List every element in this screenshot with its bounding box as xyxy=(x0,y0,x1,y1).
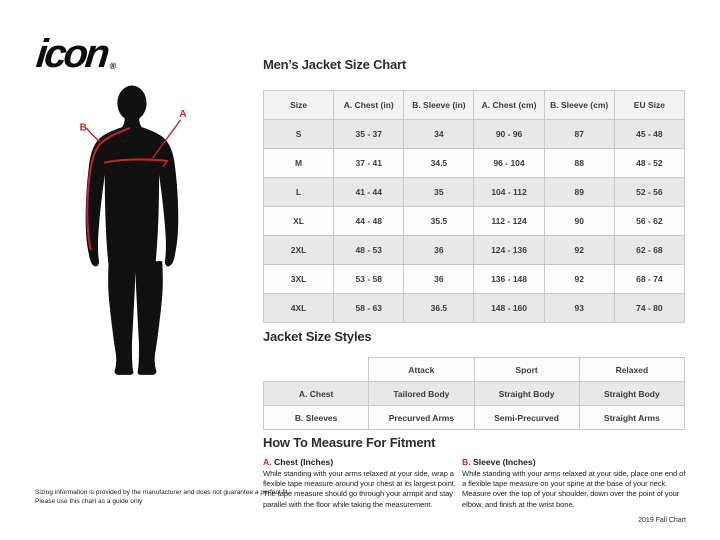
table-row xyxy=(264,406,685,430)
sleeve-instructions xyxy=(462,457,688,510)
table-cell: 74 - 80 xyxy=(614,294,684,323)
column-header: B. Sleeve (in) xyxy=(404,91,474,120)
table-row xyxy=(264,294,685,323)
table-cell: 90 - 96 xyxy=(474,120,544,149)
table-cell: A. Chest xyxy=(264,382,369,406)
table-cell: B. Sleeves xyxy=(264,406,369,430)
table-cell: 37 - 41 xyxy=(334,149,404,178)
header-row xyxy=(264,358,685,382)
table-cell: 35 xyxy=(404,178,474,207)
silhouette-body xyxy=(86,115,179,268)
table-cell: 35.5 xyxy=(404,207,474,236)
table-cell: 68 - 74 xyxy=(614,265,684,294)
table-cell: 112 - 124 xyxy=(474,207,544,236)
chest-instructions xyxy=(263,457,459,510)
column-header: Relaxed xyxy=(579,358,684,382)
table-row xyxy=(264,236,685,265)
measurement-figure xyxy=(74,84,206,386)
chest-instructions-heading xyxy=(263,457,459,467)
chest-heading-text: Chest (Inches) xyxy=(273,457,334,467)
chest-instructions-body: While standing with your arms relaxed at your side, wrap a flexible tape measure around your chest at its largest point. The tape measure should go through your armpit and stay parallel with the floor while taking the measurement. xyxy=(263,469,456,509)
table-cell: 58 - 63 xyxy=(334,294,404,323)
table-cell: 34 xyxy=(404,120,474,149)
table-cell: 34.5 xyxy=(404,149,474,178)
table-cell: 136 - 148 xyxy=(474,265,544,294)
table-cell: 2XL xyxy=(264,236,334,265)
size-chart-title: Men’s Jacket Size Chart xyxy=(263,57,407,72)
header-row xyxy=(264,91,685,120)
table-cell: 89 xyxy=(544,178,614,207)
table-cell: Straight Body xyxy=(579,382,684,406)
table-cell: L xyxy=(264,178,334,207)
column-header: A. Chest (in) xyxy=(334,91,404,120)
blank-header xyxy=(264,358,369,382)
table-cell: 88 xyxy=(544,149,614,178)
chart-version: 2019 Fall Chart xyxy=(638,517,686,524)
chest-prefix: A. xyxy=(263,457,272,467)
label-b-pointer-line xyxy=(87,128,100,141)
silhouette-legs xyxy=(108,261,163,375)
table-cell: Semi-Precurved xyxy=(474,406,579,430)
table-cell: 36.5 xyxy=(404,294,474,323)
table-row xyxy=(264,382,685,406)
chest-label-a: A xyxy=(179,109,187,121)
measure-section-title: How To Measure For Fitment xyxy=(263,435,436,450)
sleeve-instructions-heading xyxy=(462,457,688,467)
table-cell: 90 xyxy=(544,207,614,236)
table-cell: 104 - 112 xyxy=(474,178,544,207)
registered-mark-icon: ® xyxy=(108,61,117,71)
table-cell: 41 - 44 xyxy=(334,178,404,207)
column-header: Sport xyxy=(474,358,579,382)
table-cell: 92 xyxy=(544,265,614,294)
content-column xyxy=(263,0,685,540)
table-cell: 4XL xyxy=(264,294,334,323)
table-cell: 36 xyxy=(404,265,474,294)
table-row xyxy=(264,149,685,178)
table-cell: 124 - 136 xyxy=(474,236,544,265)
table-cell: 62 - 68 xyxy=(614,236,684,265)
male-silhouette-graphic xyxy=(74,84,206,386)
sleeve-prefix: B. xyxy=(462,457,471,467)
icon-logo xyxy=(33,34,115,84)
table-cell: Straight Arms xyxy=(579,406,684,430)
table-cell: 36 xyxy=(404,236,474,265)
sleeve-heading-text: Sleeve (Inches) xyxy=(472,457,536,467)
table-row xyxy=(264,178,685,207)
sleeve-label-b: B xyxy=(79,122,87,134)
column-header: Attack xyxy=(369,358,474,382)
table-cell: M xyxy=(264,149,334,178)
table-cell: Straight Body xyxy=(474,382,579,406)
table-cell: 35 - 37 xyxy=(334,120,404,149)
table-cell: XL xyxy=(264,207,334,236)
sleeve-instructions-body: While standing with your arms relaxed at your side, place one end of a flexible tape measure on your spine at the base of your neck. Measure over the top of your shoulder, down over the point of your elbow, and finish at the wrist bone. xyxy=(462,469,686,509)
table-row xyxy=(264,120,685,149)
table-cell: 52 - 56 xyxy=(614,178,684,207)
table-cell: 53 - 58 xyxy=(334,265,404,294)
table-cell: Precurved Arms xyxy=(369,406,474,430)
sizing-disclaimer: Sizing information is provided by the manufacturer and does not guarantee a perfect fit. Please use this chart as a guide only xyxy=(35,489,290,505)
table-cell: 96 - 104 xyxy=(474,149,544,178)
style-chart-title: Jacket Size Styles xyxy=(263,329,372,344)
table-cell: 148 - 160 xyxy=(474,294,544,323)
table-cell: 48 - 53 xyxy=(334,236,404,265)
style-chart-table xyxy=(263,357,685,430)
table-cell: 87 xyxy=(544,120,614,149)
table-cell: 56 - 62 xyxy=(614,207,684,236)
table-cell: Tailored Body xyxy=(369,382,474,406)
table-cell: S xyxy=(264,120,334,149)
table-cell: 48 - 52 xyxy=(614,149,684,178)
column-header: Size xyxy=(264,91,334,120)
table-cell: 93 xyxy=(544,294,614,323)
column-header: B. Sleeve (cm) xyxy=(544,91,614,120)
table-cell: 3XL xyxy=(264,265,334,294)
table-row xyxy=(264,265,685,294)
size-chart-table xyxy=(263,90,685,323)
table-cell: 45 - 48 xyxy=(614,120,684,149)
column-header: EU Size xyxy=(614,91,684,120)
table-cell: 44 - 48 xyxy=(334,207,404,236)
column-header: A. Chest (cm) xyxy=(474,91,544,120)
table-cell: 92 xyxy=(544,236,614,265)
table-row xyxy=(264,207,685,236)
icon-logo-text: icon xyxy=(34,32,110,76)
